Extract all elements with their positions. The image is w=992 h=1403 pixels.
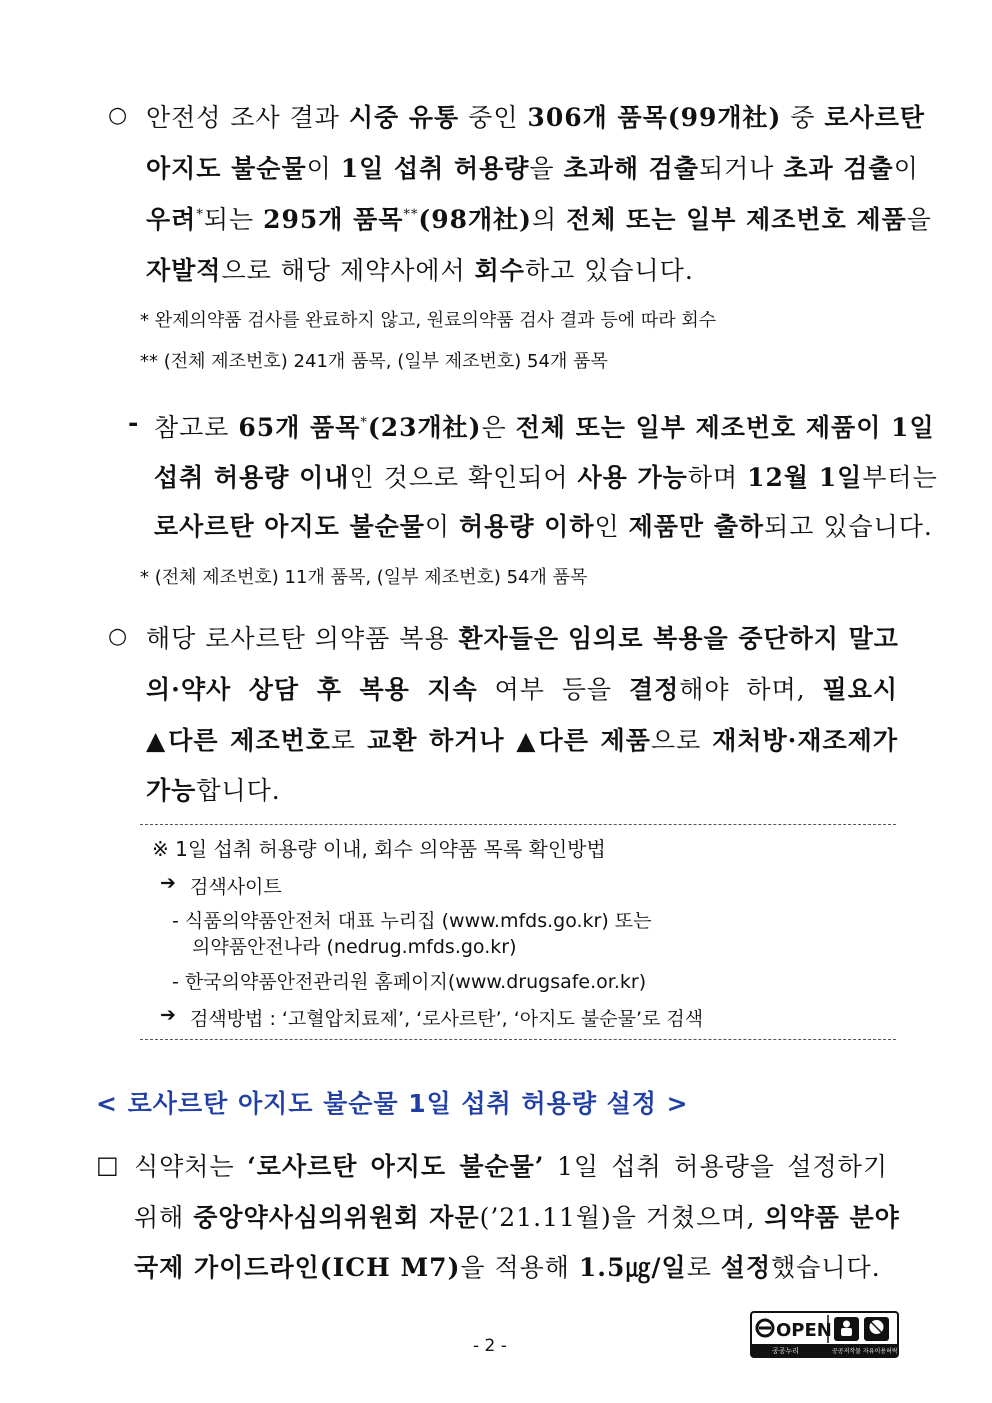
square-bullet: □	[96, 1151, 119, 1179]
text: 이	[306, 154, 341, 183]
text: 위해	[134, 1203, 194, 1232]
text: 인	[594, 512, 629, 541]
footnote-mark: *	[196, 207, 204, 223]
circle-bullet: ○	[108, 624, 128, 649]
emphasis: 1일 섭취 허용량	[340, 154, 530, 183]
text: 의	[532, 205, 567, 234]
emphasis: 섭취 허용량 이내	[154, 463, 350, 492]
text: 부터는	[862, 463, 938, 492]
text: 으로	[650, 726, 713, 755]
emphasis: 재처방·재조제가	[712, 726, 898, 755]
text: 중인	[459, 103, 528, 132]
para4-line2	[134, 1198, 900, 1234]
search-method: 검색방법 : ‘고혈압치료제’, ‘로사르탄’, ‘아지도 불순물’로 검색	[190, 1008, 704, 1030]
text: 중	[781, 103, 825, 132]
emphasis: 필요시	[822, 675, 898, 704]
text	[559, 624, 568, 653]
text: 로	[330, 726, 368, 755]
text: 이	[424, 512, 460, 541]
emphasis: 1.5㎍/일	[578, 1253, 687, 1282]
dash-bullet: -	[128, 408, 140, 437]
site-2: - 한국의약품안전관리원 홈페이지(www.drugsafe.or.kr)	[172, 971, 647, 993]
emphasis: 우려	[146, 205, 197, 234]
section-title: < 로사르탄 아지도 불순물 1일 섭취 허용량 설정 >	[96, 1089, 689, 1118]
text: 해야 하며,	[679, 675, 823, 704]
para4-line1	[134, 1147, 888, 1183]
emphasis: 로사르탄 아지도 불순물	[154, 512, 425, 541]
para2-line2	[154, 458, 938, 494]
emphasis: 가능	[146, 776, 197, 805]
text: 을 적용해	[460, 1253, 579, 1282]
para2-line1	[154, 408, 935, 444]
para3-line1	[146, 619, 898, 655]
emphasis: 설정	[720, 1253, 772, 1282]
emphasis: 결정	[628, 675, 680, 704]
para3-line4	[146, 771, 281, 807]
license-right-caption: 공공저작물 자유이용허락	[832, 1348, 897, 1355]
emphasis: 의약품 분야	[764, 1203, 900, 1232]
emphasis: 중앙약사심의위원회 자문	[193, 1203, 480, 1232]
para3-line2	[146, 670, 898, 706]
text: 하고 있습니다.	[524, 256, 694, 285]
emphasis: 로사르탄	[824, 103, 926, 132]
emphasis: 아지도 불순물	[146, 154, 307, 183]
emphasis: 초과 검출	[783, 154, 894, 183]
emphasis: ▲다른 제조번호	[146, 726, 331, 755]
footnote-mark: **	[403, 207, 419, 223]
emphasis: 295개 품목	[263, 205, 404, 234]
open-text: OPEN	[776, 1320, 832, 1341]
search-site-label: 검색사이트	[190, 876, 282, 898]
text: 해당 로사르탄 의약품 복용	[146, 624, 459, 653]
emphasis: 환자들은	[458, 624, 560, 653]
info-box-title: ※ 1일 섭취 허용량 이내, 회수 의약품 목록 확인방법	[152, 837, 606, 861]
text: 안전성 조사 결과	[146, 103, 349, 132]
emphasis: (23개社)	[367, 413, 482, 442]
para4-line3	[134, 1248, 881, 1284]
emphasis: 임의로 복용을 중단하지 말고	[568, 624, 899, 653]
text: 했습니다.	[771, 1253, 881, 1282]
emphasis: 교환 하거나 ▲다른 제품	[367, 726, 651, 755]
text: 을	[529, 154, 564, 183]
footnote-3: * (전체 제조번호) 11개 품목, (일부 제조번호) 54개 품목	[140, 567, 588, 588]
text: 이	[893, 154, 919, 183]
text: 참고로	[154, 413, 239, 442]
text: 을	[906, 205, 932, 234]
text: 1일 섭취 허용량을 설정하기	[544, 1152, 888, 1181]
emphasis: (98개社)	[418, 205, 533, 234]
open-license-icon	[752, 1313, 897, 1356]
emphasis: 65개 품목	[238, 413, 361, 442]
circle-bullet: ○	[108, 103, 128, 128]
emphasis: 전체 또는 일부 제조번호 제품	[566, 205, 907, 234]
arrow-icon: ➔	[160, 1004, 176, 1026]
emphasis: 전체 또는 일부 제조번호 제품이 1일	[515, 413, 935, 442]
emphasis: 회수	[474, 256, 525, 285]
page-number: - 2 -	[473, 1336, 507, 1356]
emphasis: 자발적	[146, 256, 222, 285]
open-license-logo	[750, 1311, 899, 1358]
emphasis: 허용량 이하	[459, 512, 595, 541]
para3-line3	[146, 721, 898, 757]
emphasis: 국제 가이드라인(ICH M7)	[134, 1253, 461, 1282]
emphasis: 초과해 검출	[563, 154, 699, 183]
footnote-2: ** (전체 제조번호) 241개 품목, (일부 제조번호) 54개 품목	[140, 351, 608, 372]
text: 로	[686, 1253, 721, 1282]
text: 되거나	[699, 154, 784, 183]
text: 합니다.	[196, 776, 281, 805]
emphasis: 12월 1일	[747, 463, 863, 492]
site-1a: - 식품의약품안전처 대표 누리집 (www.mfds.go.kr) 또는	[172, 910, 652, 932]
para1-line2	[146, 149, 919, 185]
text: 되는	[203, 205, 264, 234]
para2-line3	[154, 507, 933, 543]
text: 인 것으로 확인되어	[349, 463, 578, 492]
emphasis: ‘로사르탄 아지도 불순물’	[247, 1152, 545, 1181]
footnote-1: * 완제의약품 검사를 완료하지 않고, 원료의약품 검사 결과 등에 따라 회수	[140, 310, 717, 331]
text: 은	[481, 413, 516, 442]
para1-line3	[146, 200, 932, 236]
site-1b: 의약품안전나라 (nedrug.mfds.go.kr)	[192, 936, 517, 958]
arrow-icon: ➔	[160, 872, 176, 894]
emphasis: 사용 가능	[577, 463, 688, 492]
text: 되고 있습니다.	[764, 512, 933, 541]
emphasis: 306개 품목(99개社)	[527, 103, 782, 132]
emphasis: 시중 유통	[348, 103, 460, 132]
para1-line4	[146, 251, 694, 287]
footnote-mark: *	[360, 415, 368, 431]
text: 으로 해당 제약사에서	[221, 256, 475, 285]
emphasis: 의·약사 상담 후 복용 지속	[146, 675, 478, 704]
para1-line1	[146, 98, 926, 134]
license-left-caption: 공공누리	[772, 1347, 800, 1355]
text: 여부 등을	[477, 675, 629, 704]
emphasis: 제품만 출하	[628, 512, 765, 541]
text: 식약처는	[134, 1152, 248, 1181]
text: (’21.11월)을 거쳤으며,	[479, 1203, 765, 1232]
text: 하며	[687, 463, 748, 492]
